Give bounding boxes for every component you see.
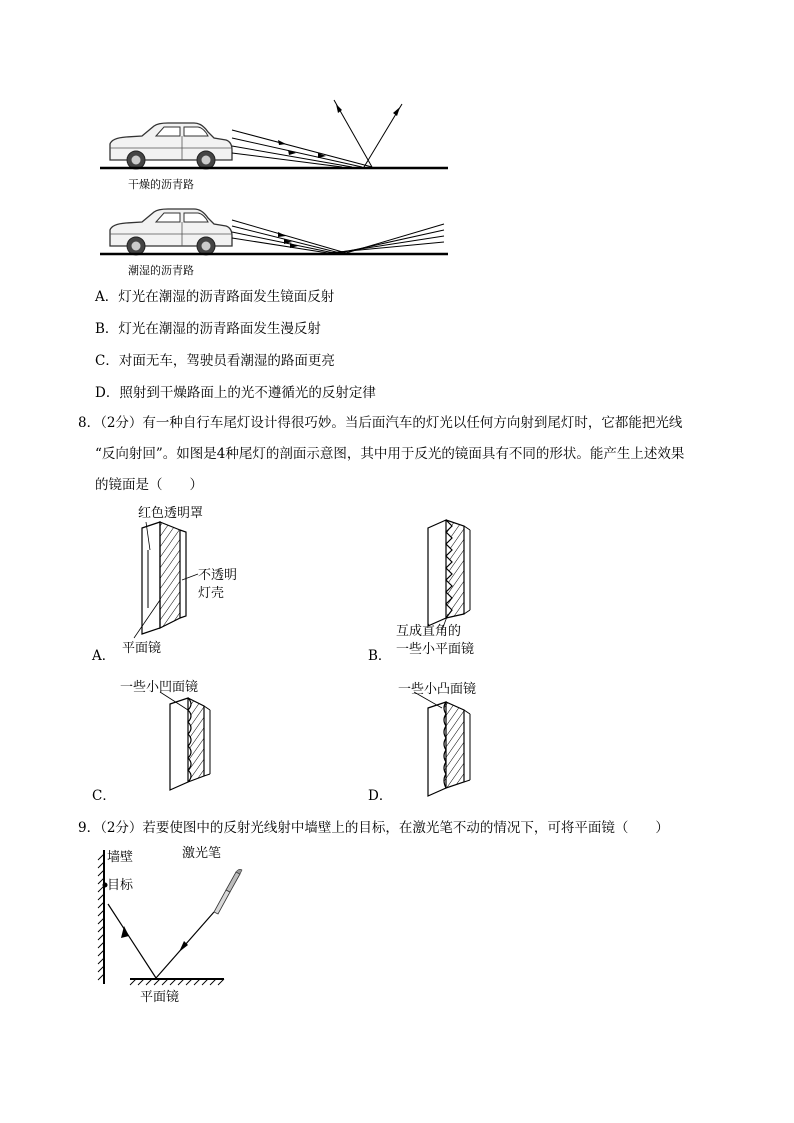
option-letter-a: A．: [92, 648, 116, 664]
option-letter: C．: [95, 353, 119, 369]
tail-light-convex-mirrors-diagram: [420, 700, 490, 800]
label-small-convex-mirrors: 一些小凸面镜: [398, 682, 477, 697]
option-letter: A．: [95, 289, 119, 305]
q8-stem-line2: “反向射回”。如图是4种尾灯的剖面示意图，其中用于反光的镜面具有不同的形状。能产生上述效果: [95, 446, 685, 462]
tail-light-concave-mirrors-diagram: [160, 696, 230, 796]
q7-option-a: [95, 288, 334, 306]
label-opaque: 不透明: [198, 568, 238, 583]
label-flat-mirror: 平面镜: [122, 641, 162, 656]
dry-road-label: 干燥的沥青路: [128, 178, 194, 191]
label-small-concave-mirrors: 一些小凹面镜: [120, 680, 199, 695]
q9-stem: 9．（2分）若要使图中的反射光线射中墙壁上的目标，在激光笔不动的情况下，可将平面镜（ ）: [78, 820, 669, 836]
label-laser-pen: 激光笔: [182, 846, 222, 861]
label-small-flat-mirrors: 一些小平面镜: [396, 642, 475, 657]
option-letter-b: B．: [368, 648, 392, 664]
label-target: 目标: [107, 878, 134, 893]
option-letter: D．: [95, 385, 120, 401]
option-letter-d: D．: [368, 788, 393, 804]
label-lamp-shell: 灯壳: [198, 586, 225, 601]
laser-pen-icon: [214, 869, 242, 914]
laser-reflection-diagram: [96, 848, 246, 988]
option-letter: B．: [95, 321, 119, 337]
label-wall: 墙壁: [107, 850, 134, 865]
q8-stem-line3: 的镜面是（ ）: [95, 477, 203, 493]
tail-light-right-angle-mirrors-diagram: [420, 518, 490, 628]
wet-road-diagram: [100, 210, 460, 260]
option-text: 对面无车，驾驶员看潮湿的路面更亮: [118, 353, 335, 369]
label-red-transparent-cover: 红色透明罩: [138, 506, 204, 521]
wet-road-label: 潮湿的沥青路: [128, 264, 194, 277]
q7-option-d: [95, 384, 376, 402]
label-plane-mirror: 平面镜: [140, 990, 180, 1005]
label-right-angle: 互成直角的: [396, 624, 462, 639]
option-text: 灯光在潮湿的沥青路面发生镜面反射: [118, 289, 335, 305]
option-text: 灯光在潮湿的沥青路面发生漫反射: [118, 321, 321, 337]
q7-option-c: [95, 352, 335, 370]
dry-road-diagram: [100, 98, 460, 174]
q8-stem-line1: 8．（2分）有一种自行车尾灯设计得很巧妙。当后面汽车的灯光以任何方向射到尾灯时，它都能把光线: [78, 415, 683, 431]
option-letter-c: C．: [92, 788, 116, 804]
q7-option-b: [95, 320, 321, 338]
option-text: 照射到干燥路面上的光不遵循光的反射定律: [119, 385, 376, 401]
